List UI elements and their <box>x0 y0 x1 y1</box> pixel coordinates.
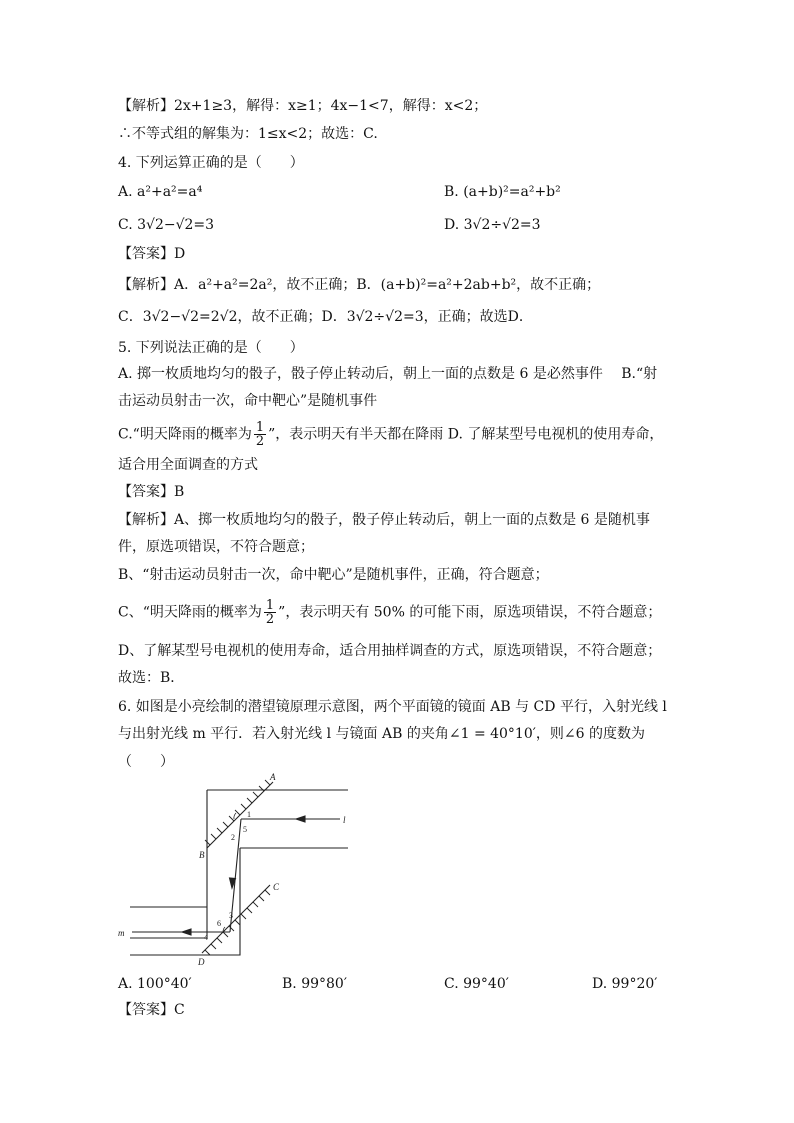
outgoing-arrow <box>182 929 191 935</box>
fraction-numerator: 1 <box>255 420 265 435</box>
q6-option-d: D. 99°20′ <box>592 976 658 992</box>
mirror-cd <box>202 885 270 953</box>
q5-explanation-line2: 件，原选项错误，不符合题意； <box>118 539 314 555</box>
q4-option-a: A. a²+a²=a⁴ <box>118 184 203 200</box>
periscope-outline-step <box>130 907 207 938</box>
q3-explanation-line1: 【解析】2x+1≥3，解得：x≥1；4x−1<7，解得：x<2； <box>118 98 488 114</box>
q6-stem-line3: （ ） <box>118 754 174 770</box>
periscope-outline-right <box>130 848 348 955</box>
q6-option-c: C. 99°40′ <box>444 976 509 992</box>
q6-stem-line2: 与出射光线 m 平行．若入射光线 l 与镜面 AB 的夹角∠1 = 40°10′，则∠6 的度数为 <box>118 726 646 742</box>
q4-option-d: D. 3√2÷√2=3 <box>444 217 541 233</box>
q5-stem: 5. 下列说法正确的是（ ） <box>118 340 304 356</box>
fraction-one-half <box>254 421 266 448</box>
angle-label-3: 3 <box>229 911 233 920</box>
q5-explanation-line4-text2: ”，表示明天有 50% 的可能下雨，原选项错误，不符合题意； <box>278 604 662 621</box>
q6-stem-line1: 6. 如图是小亮绘制的潜望镜原理示意图，两个平面镜的镜面 AB 与 CD 平行，入射光线 l <box>118 699 667 715</box>
incident-arrow <box>296 816 305 822</box>
fraction-numerator: 1 <box>265 598 275 613</box>
q5-answer: 【答案】B <box>118 484 185 500</box>
angle-arc-top <box>234 813 236 819</box>
fraction-denominator: 2 <box>255 434 265 449</box>
label-m: m <box>118 928 125 938</box>
q5-option-c-text1: C.“明天降雨的概率为 <box>118 426 252 443</box>
q5-option-b: 击运动员射击一次，命中靶心”是随机事件 <box>118 393 378 409</box>
q4-stem: 4. 下列运算正确的是（ ） <box>118 155 304 171</box>
q4-option-c: C. 3√2−√2=3 <box>118 217 215 233</box>
q6-answer: 【答案】C <box>118 1002 185 1018</box>
q6-option-b: B. 99°80′ <box>282 976 347 992</box>
q4-answer: 【答案】D <box>118 246 186 262</box>
angle-label-5: 5 <box>243 825 247 834</box>
label-a: A <box>270 772 276 782</box>
q3-conclusion: ∴不等式组的解集为：1≤x<2；故选：C. <box>118 126 378 142</box>
q5-explanation-line1: 【解析】A、掷一枚质地均匀的骰子，骰子停止转动后，朝上一面的点数是 6 是随机事 <box>118 512 650 528</box>
angle-label-2: 2 <box>231 833 235 842</box>
q5-explanation-line5: D、了解某型号电视机的使用寿命，适合用抽样调查的方式，原选项错误，不符合题意； <box>118 643 662 659</box>
q4-option-b: B. (a+b)²=a²+b² <box>444 184 561 200</box>
q5-explanation-line6: 故选：B． <box>118 670 185 686</box>
mirror-cd-hatching <box>205 890 270 955</box>
fraction-one-half-2 <box>264 599 276 626</box>
q5-option-d: 适合用全面调查的方式 <box>118 457 258 473</box>
q5-explanation-line4 <box>118 599 661 626</box>
periscope-diagram <box>110 770 360 970</box>
q5-explanation-line3: B、“射击运动员射击一次，命中靶心”是随机事件，正确，符合题意； <box>118 567 549 583</box>
q5-option-c <box>118 421 663 448</box>
q6-option-a: A. 100°40′ <box>118 976 192 992</box>
angle-label-4: 4 <box>204 933 208 942</box>
q5-explanation-line4-text1: C、“明天降雨的概率为 <box>118 604 262 621</box>
angle-label-6: 6 <box>217 919 221 928</box>
q5-option-a: A. 掷一枚质地均匀的骰子，骰子停止转动后，朝上一面的点数是 6 是必然事件 B.“射 <box>118 366 658 382</box>
label-c: C <box>273 882 280 892</box>
q4-explanation-line1: 【解析】A．a²+a²=2a²，故不正确；B．(a+b)²=a²+2ab+b²，故不正确； <box>118 277 601 293</box>
q4-explanation-line2: C．3√2−√2=2√2，故不正确；D．3√2÷√2=3，正确；故选D． <box>118 309 533 325</box>
fraction-denominator: 2 <box>265 612 275 627</box>
label-b: B <box>199 850 205 860</box>
angle-label-1: 1 <box>247 810 251 819</box>
q5-option-c-text2: ”，表示明天有半天都在降雨 D. 了解某型号电视机的使用寿命， <box>268 426 664 443</box>
label-l: l <box>343 815 346 825</box>
label-d: D <box>198 957 205 967</box>
